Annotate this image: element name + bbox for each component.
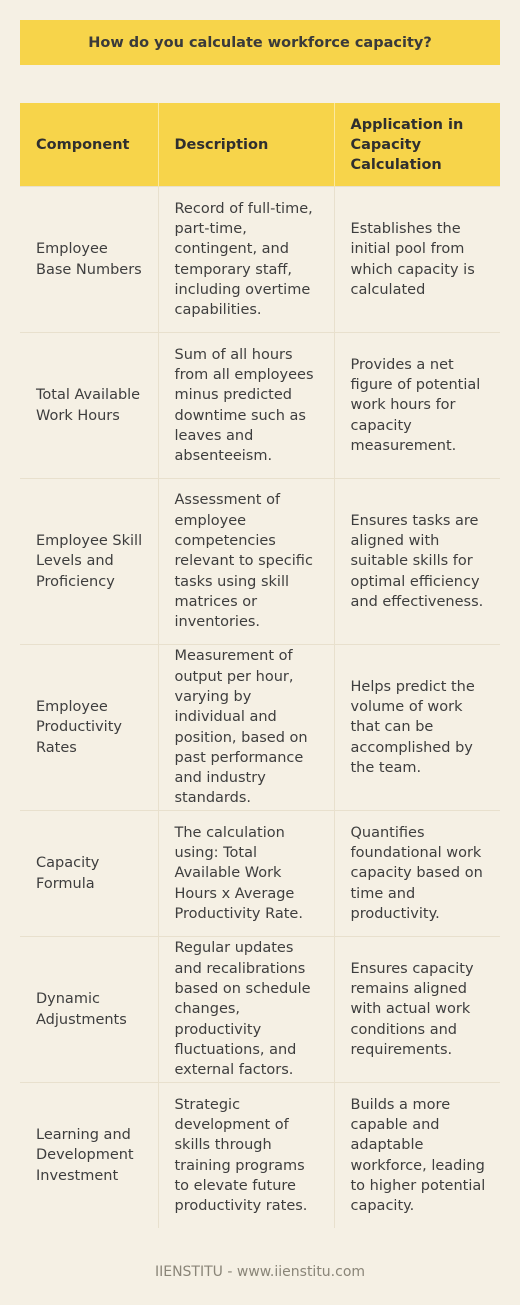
cell-description: The calculation using: Total Available Work Hours x Average Productivity Rate. xyxy=(158,811,334,937)
table-row xyxy=(20,1083,500,1229)
cell-description: Strategic development of skills through training programs to elevate future productivity rates. xyxy=(158,1083,334,1229)
cell-application: Ensures capacity remains aligned with actual work conditions and requirements. xyxy=(334,937,500,1083)
table-body xyxy=(20,187,500,1229)
cell-application: Ensures tasks are aligned with suitable skills for optimal efficiency and effectiveness. xyxy=(334,479,500,645)
table-header xyxy=(20,103,500,187)
capacity-table xyxy=(20,103,500,1228)
table-row xyxy=(20,187,500,333)
cell-component: Learning and Development Investment xyxy=(20,1083,158,1229)
cell-description: Sum of all hours from all employees minus predicted downtime such as leaves and absenteeism. xyxy=(158,333,334,479)
title-banner xyxy=(20,20,500,65)
table-row xyxy=(20,645,500,811)
cell-application: Helps predict the volume of work that can be accomplished by the team. xyxy=(334,645,500,811)
header-description: Description xyxy=(158,103,334,187)
cell-component: Employee Skill Levels and Proficiency xyxy=(20,479,158,645)
cell-component: Total Available Work Hours xyxy=(20,333,158,479)
cell-description: Assessment of employee competencies relevant to specific tasks using skill matrices or inventories. xyxy=(158,479,334,645)
cell-application: Establishes the initial pool from which capacity is calculated xyxy=(334,187,500,333)
cell-description: Measurement of output per hour, varying by individual and position, based on past performance and industry standards. xyxy=(158,645,334,811)
header-row xyxy=(20,103,500,187)
table-row xyxy=(20,479,500,645)
header-component: Component xyxy=(20,103,158,187)
footer-credit: IIENSTITU - www.iienstitu.com xyxy=(154,1264,366,1280)
cell-application: Provides a net figure of potential work hours for capacity measurement. xyxy=(334,333,500,479)
cell-application: Builds a more capable and adaptable workforce, leading to higher potential capacity. xyxy=(334,1083,500,1229)
cell-component: Employee Base Numbers xyxy=(20,187,158,333)
cell-application: Quantifies foundational work capacity based on time and productivity. xyxy=(334,811,500,937)
table-row xyxy=(20,333,500,479)
header-application: Application in Capacity Calculation xyxy=(334,103,500,187)
cell-description: Record of full-time, part-time, contingent, and temporary staff, including overtime capabilities. xyxy=(158,187,334,333)
cell-component: Employee Productivity Rates xyxy=(20,645,158,811)
cell-description: Regular updates and recalibrations based on schedule changes, productivity fluctuations, and external factors. xyxy=(158,937,334,1083)
cell-component: Capacity Formula xyxy=(20,811,158,937)
cell-component: Dynamic Adjustments xyxy=(20,937,158,1083)
table-row xyxy=(20,811,500,937)
page-title: How do you calculate workforce capacity? xyxy=(88,34,432,51)
table-row xyxy=(20,937,500,1083)
